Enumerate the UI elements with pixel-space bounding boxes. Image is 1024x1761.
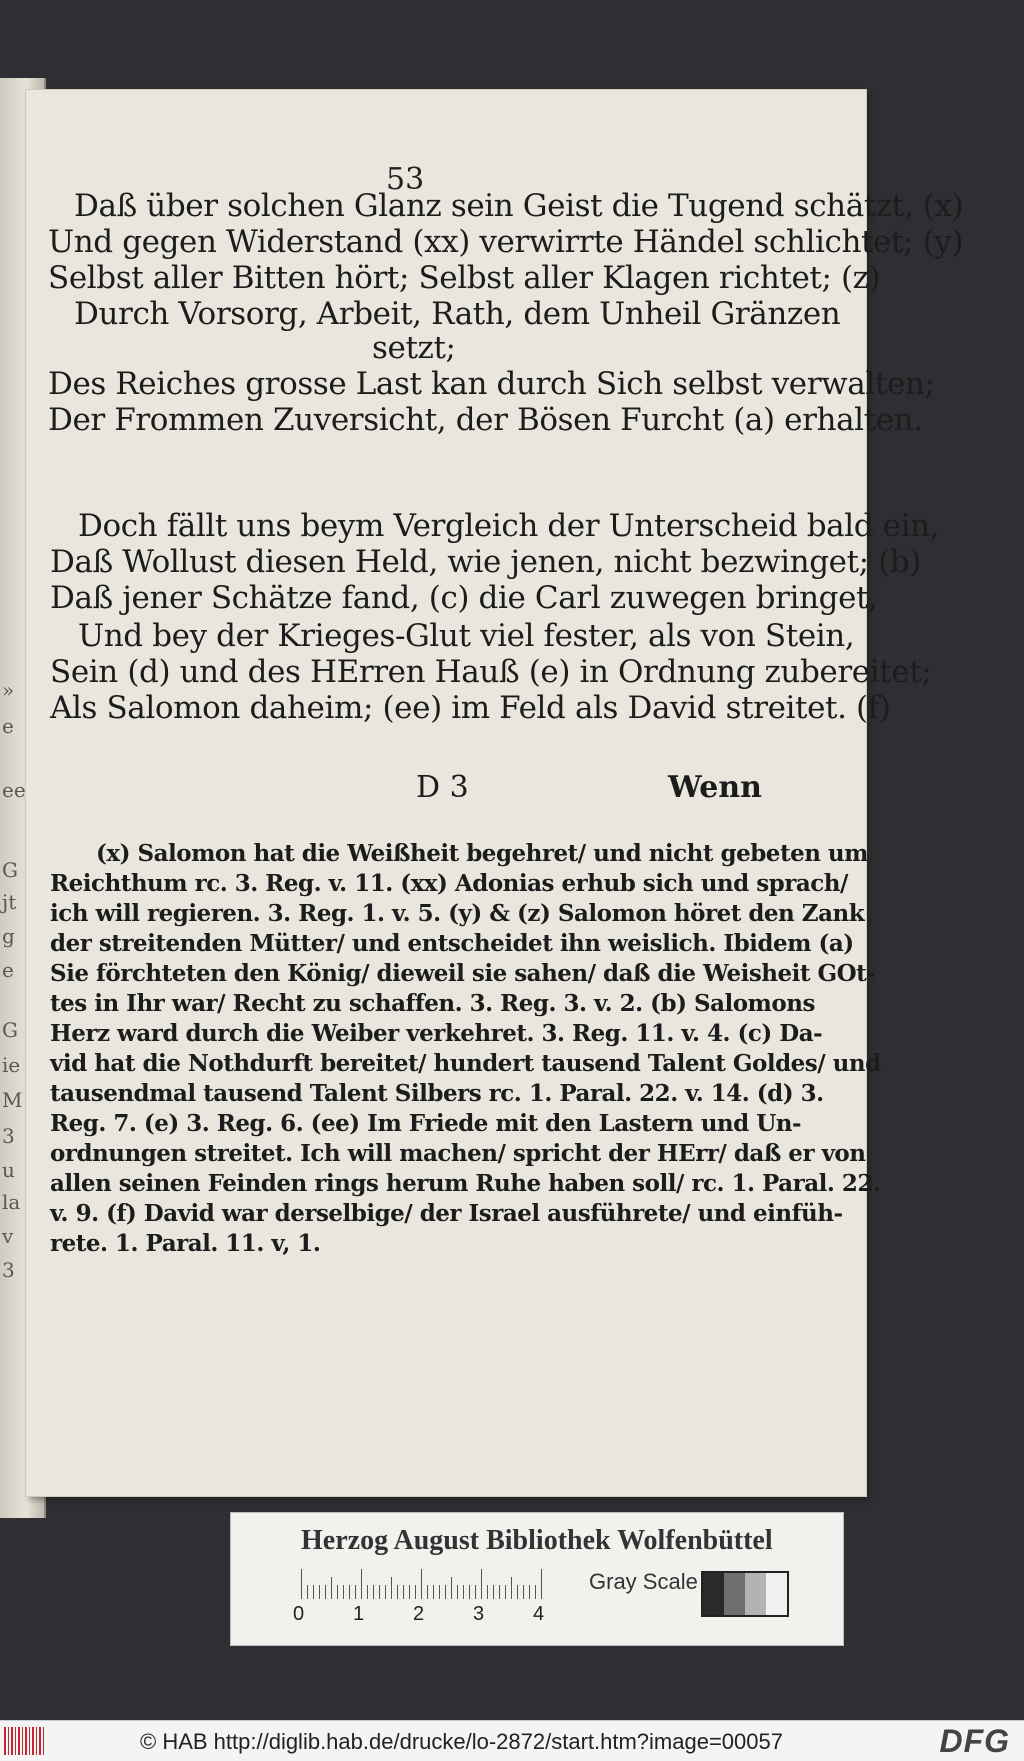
footnote-line: rete. 1. Paral. 11. v, 1.: [50, 1230, 321, 1257]
verse-line: setzt;: [372, 330, 456, 366]
scale-tick: [391, 1577, 392, 1599]
scale-tick: [409, 1585, 410, 1599]
gray-scale-patches: [701, 1571, 789, 1617]
book-page: [26, 90, 964, 1496]
verse-line: Daß über solchen Glanz sein Geist die Tugend schätzt, (x): [74, 188, 964, 224]
scale-number: 4: [533, 1603, 545, 1625]
scale-tick: [367, 1585, 368, 1599]
verse-line: Und bey der Krieges-Glut viel fester, als von Stein,: [78, 618, 855, 654]
scale-tick: [307, 1585, 308, 1599]
dfg-logo: DFG: [939, 1723, 1010, 1759]
scale-tick: [433, 1585, 434, 1599]
scale-tick: [397, 1585, 398, 1599]
scale-tick: [493, 1585, 494, 1599]
footnote-line: Herz ward durch die Weiber verkehret. 3. Reg. 11. v. 4. (c) Da-: [50, 1020, 823, 1047]
page-number: 53: [386, 162, 425, 197]
scale-tick: [481, 1569, 482, 1599]
scale-tick: [457, 1585, 458, 1599]
scale-tick: [325, 1585, 326, 1599]
signature-mark: D 3: [416, 770, 469, 805]
gray-scale-label: Gray Scale: [589, 1569, 698, 1594]
scale-tick: [523, 1585, 524, 1599]
footnote-line: tausendmal tausend Talent Silbers rc. 1. Paral. 22. v. 14. (d) 3.: [50, 1080, 824, 1107]
verse-line: Als Salomon daheim; (ee) im Feld als David streitet. (f): [50, 690, 891, 726]
footnote-line: (x) Salomon hat die Weißheit begehret/ und nicht gebeten um: [96, 840, 868, 867]
scale-numbers: [293, 1603, 593, 1629]
gray-patch: [724, 1573, 745, 1615]
scale-tick: [529, 1585, 530, 1599]
footnote-line: Sie förchteten den König/ dieweil sie sahen/ daß die Weisheit GOt-: [50, 960, 876, 987]
scale-number: 2: [413, 1603, 425, 1625]
measurement-scale: [301, 1569, 551, 1599]
verse-line: Daß jener Schätze fand, (c) die Carl zuwegen bringet,: [50, 580, 878, 616]
scale-tick: [517, 1585, 518, 1599]
scale-tick: [487, 1585, 488, 1599]
scale-tick: [337, 1585, 338, 1599]
footnote-line: der streitenden Mütter/ und entscheidet ihn weislich. Ibidem (a): [50, 930, 854, 957]
footnote-line: ordnungen streitet. Ich will machen/ spricht der HErr/ daß er von: [50, 1140, 866, 1167]
verse-line: Doch fällt uns beym Vergleich der Unterscheid bald ein,: [78, 508, 940, 544]
footnote-line: ich will regieren. 3. Reg. 1. v. 5. (y) & (z) Salomon höret den Zank: [50, 900, 865, 927]
scale-tick: [313, 1585, 314, 1599]
verse-line: Durch Vorsorg, Arbeit, Rath, dem Unheil Gränzen: [74, 296, 841, 332]
verse-line: Und gegen Widerstand (xx) verwirrte Händel schlichtet; (y): [48, 224, 964, 260]
scale-tick: [505, 1585, 506, 1599]
catchword: Wenn: [668, 770, 762, 805]
footnote-line: tes in Ihr war/ Recht zu schaffen. 3. Reg. 3. v. 2. (b) Salomons: [50, 990, 815, 1017]
scale-tick: [385, 1585, 386, 1599]
scale-tick: [343, 1585, 344, 1599]
scale-tick: [445, 1585, 446, 1599]
copyright-link[interactable]: © HAB http://diglib.hab.de/drucke/lo-2872/start.htm?image=00057: [140, 1729, 783, 1754]
footnote-line: Reg. 7. (e) 3. Reg. 6. (ee) Im Friede mit den Lastern und Un-: [50, 1110, 802, 1137]
scale-tick: [331, 1577, 332, 1599]
scale-number: 0: [293, 1603, 305, 1625]
verse-line: Selbst aller Bitten hört; Selbst aller Klagen richtet; (z): [48, 260, 881, 296]
scale-tick: [439, 1585, 440, 1599]
footer-bar: [0, 1720, 1024, 1761]
scale-tick: [373, 1585, 374, 1599]
scale-number: 1: [353, 1603, 365, 1625]
scale-tick: [355, 1585, 356, 1599]
scale-number: 3: [473, 1603, 485, 1625]
scale-tick: [463, 1585, 464, 1599]
scale-tick: [427, 1585, 428, 1599]
footnote-line: Reichthum rc. 3. Reg. v. 11. (xx) Adonias erhub sich und sprach/: [50, 870, 848, 897]
adjacent-page-edge: » e ee G jt g e G ie M 3 u la v 3: [0, 78, 46, 1518]
scale-tick: [469, 1585, 470, 1599]
footnote-line: allen seinen Feinden rings herum Ruhe haben soll/ rc. 1. Paral. 22.: [50, 1170, 881, 1197]
color-reference-bar: [230, 1512, 844, 1646]
gray-patch: [745, 1573, 766, 1615]
barcode-icon: [4, 1727, 44, 1755]
footnote-line: vid hat die Nothdurft bereitet/ hundert tausend Talent Goldes/ und: [50, 1050, 881, 1077]
scale-tick: [403, 1585, 404, 1599]
scale-tick: [319, 1585, 320, 1599]
verse-line: Des Reiches grosse Last kan durch Sich selbst verwalten;: [48, 366, 935, 402]
scale-tick: [499, 1585, 500, 1599]
gray-patch: [703, 1573, 724, 1615]
scale-tick: [421, 1569, 422, 1599]
scale-tick: [301, 1569, 302, 1599]
footnote-line: v. 9. (f) David war derselbige/ der Israel ausführete/ und einfüh-: [50, 1200, 843, 1227]
scale-tick: [475, 1585, 476, 1599]
scale-tick: [535, 1585, 536, 1599]
scale-tick: [541, 1569, 542, 1599]
scale-tick: [415, 1585, 416, 1599]
scale-tick: [511, 1577, 512, 1599]
verse-line: Sein (d) und des HErren Hauß (e) in Ordnung zubereitet;: [50, 654, 932, 690]
scale-tick: [451, 1577, 452, 1599]
library-name: Herzog August Bibliothek Wolfenbüttel: [301, 1525, 773, 1556]
gray-patch: [766, 1573, 787, 1615]
verse-line: Der Frommen Zuversicht, der Bösen Furcht (a) erhalten.: [48, 402, 923, 438]
verse-line: Daß Wollust diesen Held, wie jenen, nicht bezwinget; (b): [50, 544, 921, 580]
scale-tick: [349, 1585, 350, 1599]
scale-tick: [361, 1569, 362, 1599]
scale-tick: [379, 1585, 380, 1599]
